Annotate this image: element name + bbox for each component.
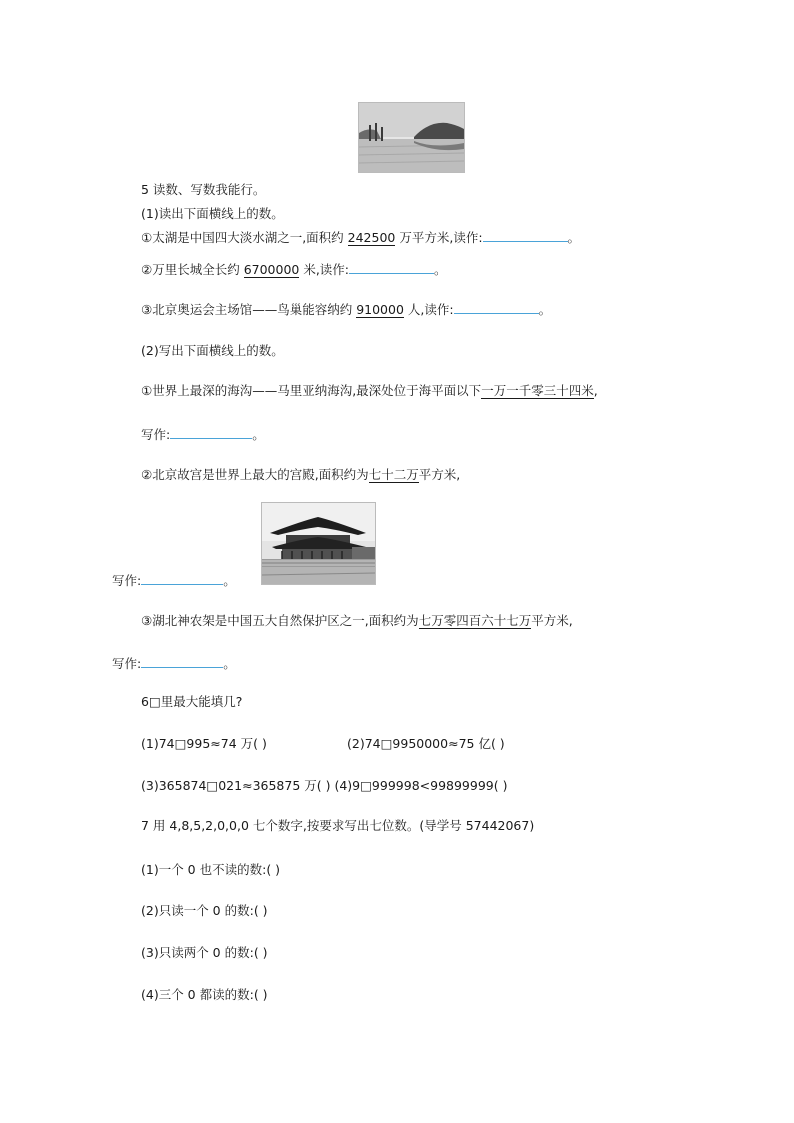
q5-p2-write-1: 写作: 。	[141, 427, 265, 442]
q5-title: 5 读数、写数我能行。	[141, 182, 266, 197]
q7-item-1: (1)一个 0 也不读的数:( )	[141, 862, 281, 877]
q7-item-4: (4)三个 0 都读的数:( )	[141, 987, 268, 1002]
answer-blank[interactable]	[349, 261, 434, 274]
answer-blank[interactable]	[454, 301, 539, 314]
q6-title: 6□里最大能填几?	[141, 694, 243, 709]
q6-item-3: (3)365874□021≈365875 万( ) (4)9□999998<99899999( )	[141, 778, 508, 793]
q7-title: 7 用 4,8,5,2,0,0,0 七个数字,按要求写出七位数。(导学号 57442067)	[141, 818, 535, 833]
q5-p1-item-3: ③北京奥运会主场馆——鸟巢能容纳约 910000 人,读作: 。	[141, 302, 552, 317]
q6-item-2: (2)74□9950000≈75 亿( )	[347, 736, 505, 751]
q5-p1-item-1: ①太湖是中国四大淡水湖之一,面积约 242500 万平方米,读作: 。	[141, 230, 581, 245]
q5-part1-title: (1)读出下面横线上的数。	[141, 206, 284, 221]
answer-blank[interactable]	[483, 229, 568, 242]
q5-part2-title: (2)写出下面横线上的数。	[141, 343, 284, 358]
answer-blank[interactable]	[141, 572, 223, 585]
q5-p2-item-3: ③湖北神农架是中国五大自然保护区之一,面积约为七万零四百六十七万平方米,	[141, 613, 573, 628]
q6-item-1: (1)74□995≈74 万( )	[141, 736, 267, 751]
q5-p2-item-1: ①世界上最深的海沟——马里亚纳海沟,最深处位于海平面以下一万一千零三十四米,	[141, 383, 598, 398]
q5-p2-write-2: 写作: 。	[112, 573, 236, 588]
q5-p1-item-2: ②万里长城全长约 6700000 米,读作: 。	[141, 262, 447, 277]
answer-blank[interactable]	[170, 426, 252, 439]
lake-photo	[358, 102, 465, 173]
answer-blank[interactable]	[141, 655, 223, 668]
q7-item-3: (3)只读两个 0 的数:( )	[141, 945, 268, 960]
q7-item-2: (2)只读一个 0 的数:( )	[141, 903, 268, 918]
q5-p2-item-2: ②北京故宫是世界上最大的宫殿,面积约为七十二万平方米,	[141, 467, 461, 482]
palace-photo	[261, 502, 376, 585]
q5-p2-write-3: 写作: 。	[112, 656, 236, 671]
